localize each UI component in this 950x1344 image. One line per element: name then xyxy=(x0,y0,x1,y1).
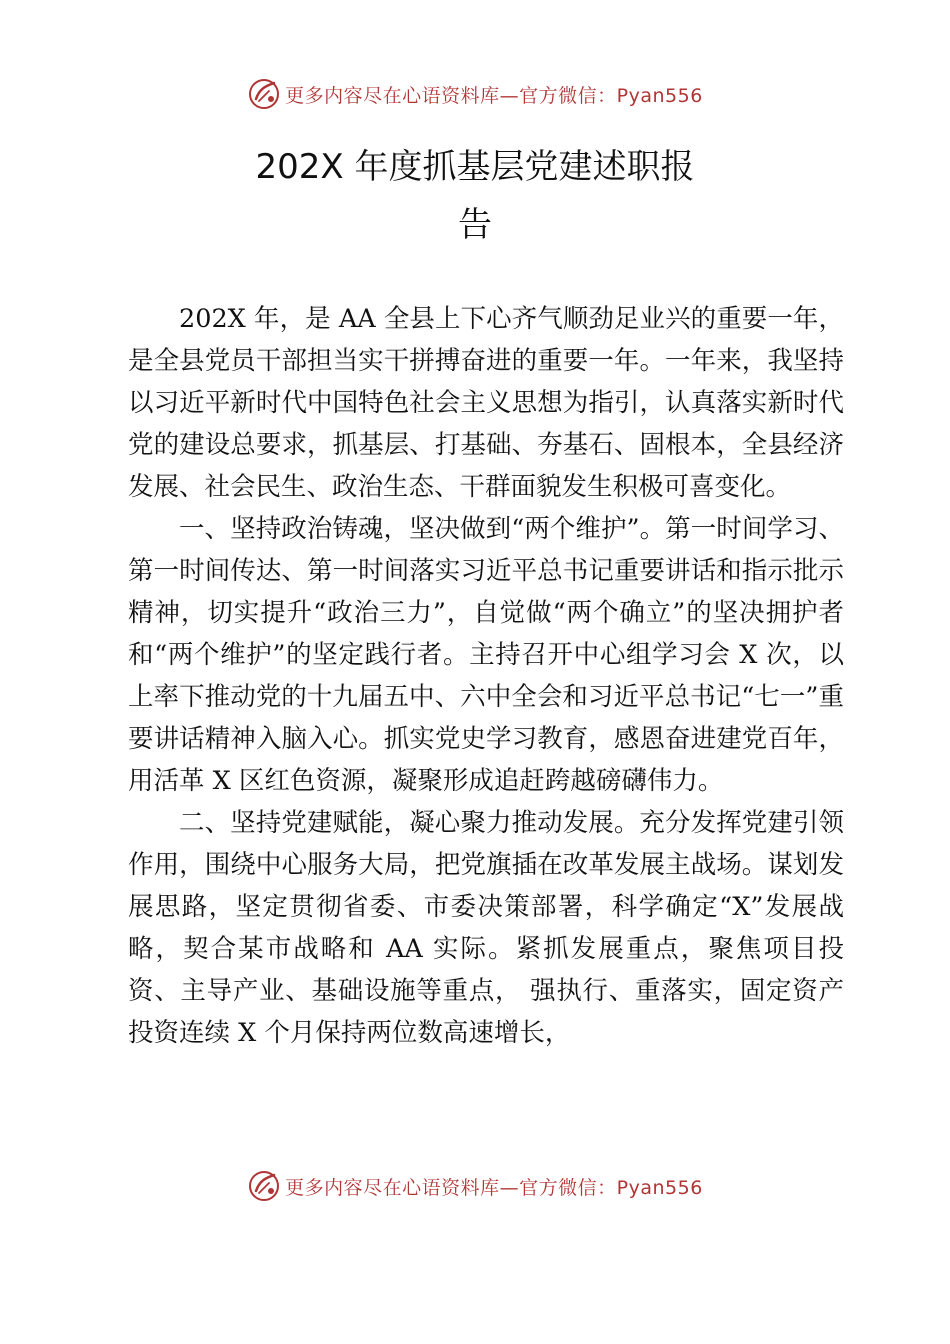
header-watermark-banner xyxy=(0,72,950,116)
document-body xyxy=(128,298,844,1054)
footer-watermark-banner xyxy=(0,1164,950,1208)
watermark-text: 更多内容尽在心语资料库—官方微信：Pyan556 xyxy=(285,84,703,107)
paragraph-section-1: 一、坚持政治铸魂，坚决做到“两个维护”。第一时间学习、第一时间传达、第一时间落实习近平总书记重要讲话和指示批示精神，切实提升“政治三力”，自觉做“两个确立”的坚决拥护者和“两个维护”的坚定践行者。主持召开中心组学习会 X 次，以上率下推动党的十九届五中、六中全会和习近平总书记“七一”重要讲话精神入脑入心。抓实党史学习教育，感恩奋进建党百年，用活革 X 区红色资源，凝聚形成追赶跨越磅礴伟力。 xyxy=(128,514,844,796)
document-title xyxy=(0,138,950,254)
watermark-text: 更多内容尽在心语资料库—官方微信：Pyan556 xyxy=(285,1176,703,1199)
paragraph-section-2: 二、坚持党建赋能，凝心聚力推动发展。充分发挥党建引领作用，围绕中心服务大局，把党旗插在改革发展主战场。谋划发展思路，坚定贯彻省委、市委决策部署，科学确定“X”发展战略，契合某市战略和 AA 实际。紧抓发展重点，聚焦项目投资、主导产业、基础设施等重点， 强执行、重落实，固定资产投资连续 X 个月保持两位数高速增长， xyxy=(128,808,844,1048)
paragraph-intro: 202X 年，是 AA 全县上下心齐气顺劲足业兴的重要一年，是全县党员干部担当实干拼搏奋进的重要一年。一年来，我坚持以习近平新时代中国特色社会主义思想为指引，认真落实新时代党的建设总要求，抓基层、打基础、夯基石、固根本，全县经济发展、社会民生、政治生态、干群面貌发生积极可喜变化。 xyxy=(128,304,844,502)
seal-logo-icon xyxy=(247,77,281,111)
title-line-1: 202X 年度抓基层党建述职报 xyxy=(255,147,695,187)
seal-logo-icon xyxy=(247,1169,281,1203)
title-line-2: 告 xyxy=(458,205,492,245)
